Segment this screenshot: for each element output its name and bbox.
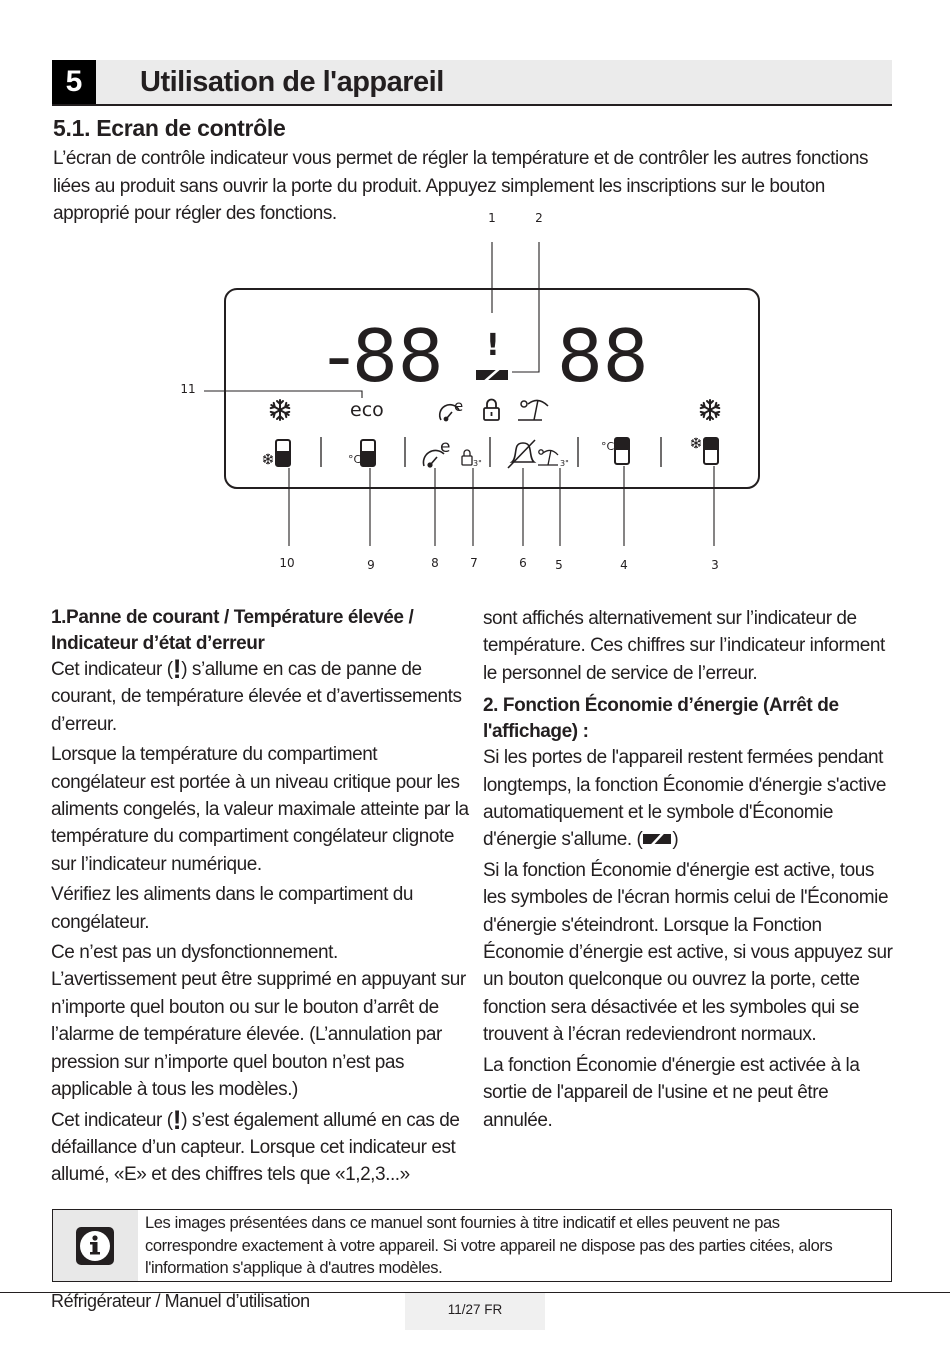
freezer-snowflake-icon	[271, 400, 290, 420]
alarm-exclamation-icon: !	[172, 1104, 182, 1135]
paragraph: sont affichés alternativement sur l’indicateur de température. Ces chiffres sur l’indicateur informent le personnel de service de l’erreur.	[483, 608, 885, 684]
control-panel-diagram	[0, 0, 950, 600]
key-lock-button-icon	[462, 450, 472, 465]
intro-line-1: L’écran de contrôle indicateur vous permet de régler la température et de contrôler les autres fonctions	[53, 148, 869, 169]
callout-11: 11	[180, 382, 196, 396]
fridge-celsius-label: °C	[601, 440, 615, 453]
left-column	[51, 605, 471, 1192]
energy-saving-icon	[476, 368, 508, 382]
paragraph: Vérifiez les aliments dans le compartiment du congélateur.	[51, 884, 414, 933]
alarm-exclamation-icon: !	[172, 654, 182, 684]
text-span: ) s’est également allumé en cas de défaillance d’un capteur. Lorsque cet indicateur est allumé, «E» et des chiffres tels que «1,2,3...»	[51, 1109, 460, 1186]
page-number: 11/27 FR	[447, 1302, 503, 1317]
chapter-number: 5	[52, 60, 96, 104]
eco-label-icon: eco	[350, 399, 384, 421]
text-span: Cet indicateur (	[51, 1109, 173, 1131]
callout-6: 6	[519, 556, 527, 570]
callout-5: 5	[555, 558, 563, 572]
left-temp-digits: -88	[326, 314, 444, 398]
callout-1: 1	[488, 211, 496, 225]
right-temp-digits: 88	[557, 314, 649, 398]
paragraph: L’avertissement peut être supprimé en appuyant sur n’importe quel bouton ou sur le bouton d’arrêt de l’alarme de température élevée. (L’annulation par pression sur n’importe quel bouton n’est pas applicable à tous les modèles.)	[51, 969, 466, 1101]
info-note-text	[145, 1212, 885, 1280]
eco-extra-e-mark: e	[454, 397, 464, 415]
right-column	[483, 605, 898, 1137]
info-icon	[53, 1210, 138, 1281]
paragraph	[51, 656, 471, 738]
info-line-3: l'information s'applique à d'autres modèles.	[145, 1259, 443, 1277]
callout-4: 4	[620, 558, 628, 572]
callout-3: 3	[711, 558, 719, 572]
freezer-superfreeze-button-icon	[263, 440, 290, 466]
freezer-celsius-label: °C	[348, 453, 362, 466]
callout-7: 7	[470, 556, 478, 570]
alarm-indicator-icon: !	[486, 328, 500, 363]
key-lock-timer-label: 3"	[473, 459, 482, 468]
fridge-temp-button-icon	[601, 438, 629, 464]
paragraph: Ce n’est pas un dysfonctionnement.	[51, 942, 338, 964]
chapter-title: Utilisation de l'appareil	[140, 66, 444, 98]
vacation-timer-label: 3"	[560, 459, 569, 468]
paragraph: La fonction Économie d'énergie est activée à la sortie de l'appareil de l'usine et ne peut être annulée.	[483, 1054, 860, 1131]
paragraph: Lorsque la température du compartiment congélateur est portée à un niveau critique pour les aliments congelés, la valeur maximale atteinte par la température du compartiment congélateur clignote sur l’indicateur numérique.	[51, 744, 469, 875]
fridge-snowflake-icon	[701, 400, 720, 420]
info-line-2: correspondre exactement à votre appareil. Si votre appareil ne dispose pas des parties citées, alors	[145, 1236, 833, 1255]
text-span: ) s’allume en cas de panne de courant, de température élevée et d’avertissements d’erreur.	[51, 659, 462, 735]
intro-line-2: liées au produit sans ouvrir la porte du produit. Appuyez simplement les inscriptions sur le bouton	[53, 175, 825, 197]
text-span: )	[672, 829, 679, 851]
freezer-temp-button-icon	[348, 440, 375, 466]
vacation-button-icon	[538, 450, 558, 465]
text-span: Si les portes de l'appareil restent fermées pendant longtemps, la fonction Économie d'énergie s'active automatiquement et le symbole d'Économie d'énergie s'allume. (	[483, 747, 886, 851]
display-frame	[225, 289, 759, 488]
callout-2: 2	[535, 211, 543, 225]
callout-8: 8	[431, 556, 439, 570]
lock-icon	[484, 400, 499, 421]
eco-extra-button-e-mark: e	[440, 437, 451, 457]
power-failure-heading: 1.Panne de courant / Température élevée / Indicateur d’état d’erreur	[51, 607, 414, 654]
callout-10: 10	[279, 556, 295, 570]
paragraph	[483, 744, 898, 854]
fridge-supercool-button-icon	[691, 438, 718, 464]
footer-document-title: Réfrigérateur / Manuel d’utilisation	[51, 1291, 310, 1311]
info-icon-cell	[53, 1210, 138, 1281]
text-span: Cet indicateur (	[51, 659, 173, 680]
callout-9: 9	[367, 558, 375, 572]
paragraph	[51, 1104, 471, 1189]
energy-saving-icon	[642, 832, 672, 846]
energy-saving-heading: 2. Fonction Économie d’énergie (Arrêt de l'affichage) :	[483, 695, 839, 742]
section-title: 5.1. Ecran de contrôle	[53, 115, 286, 141]
vacation-icon	[518, 400, 548, 420]
paragraph: Si la fonction Économie d'énergie est active, tous les symboles de l'écran hormis celui de l'Économie d'énergie s'éteindront. Lorsque la Fonction Économie d’énergie est active, si vous appuyez sur un bouton quelconque ou ouvrez la porte, cette fonction sera désactivée et les symboles qui se trouvent à l’écran redeviendront normaux.	[483, 859, 893, 1046]
intro-line-3: approprié pour régler des fonctions.	[53, 203, 337, 224]
alarm-off-button-icon	[508, 440, 535, 468]
info-line-1: Les images présentées dans ce manuel sont fournies à titre indicatif et elles peuvent ne pas	[145, 1214, 780, 1232]
